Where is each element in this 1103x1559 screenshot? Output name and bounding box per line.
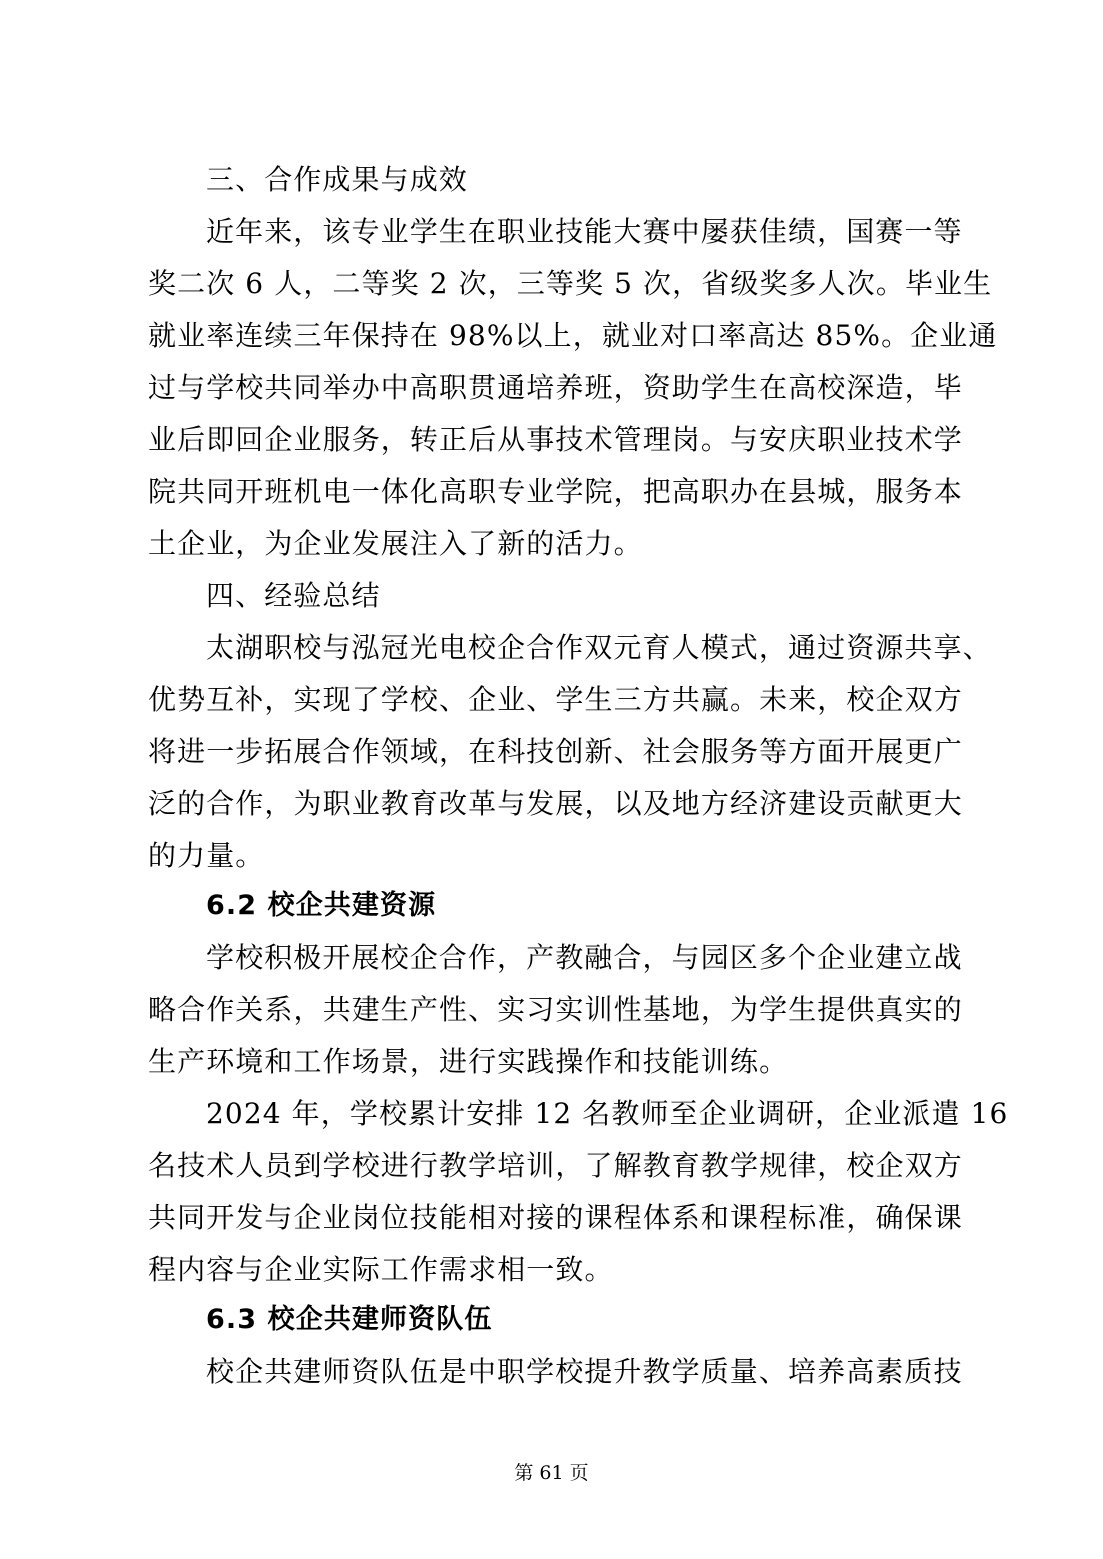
paragraph-line: 太湖职校与泓冠光电校企合作双元育人模式，通过资源共享、 xyxy=(206,631,992,664)
paragraph-line: 院共同开班机电一体化高职专业学院，把高职办在县城，服务本 xyxy=(148,475,963,508)
paragraph-line: 土企业，为企业发展注入了新的活力。 xyxy=(148,527,643,560)
paragraph-line: 过与学校共同举办中高职贯通培养班，资助学生在高校深造，毕 xyxy=(148,371,963,404)
subsection-heading-6-3: 6.3 校企共建师资队伍 xyxy=(206,1304,493,1335)
paragraph-line: 业后即回企业服务，转正后从事技术管理岗。与安庆职业技术学 xyxy=(148,423,963,456)
paragraph-line: 名技术人员到学校进行教学培训，了解教育教学规律，校企双方 xyxy=(148,1149,963,1182)
paragraph-line: 的力量。 xyxy=(148,839,265,872)
section-heading-cooperation-results: 三、合作成果与成效 xyxy=(206,163,468,196)
paragraph-line: 奖二次 6 人，二等奖 2 次，三等奖 5 次，省级奖多人次。毕业生 xyxy=(148,267,993,300)
page-number: 第 61 页 xyxy=(514,1462,589,1484)
paragraph-line: 泛的合作，为职业教育改革与发展，以及地方经济建设贡献更大 xyxy=(148,787,963,820)
paragraph-line: 程内容与企业实际工作需求相一致。 xyxy=(148,1253,614,1286)
section-heading-experience-summary: 四、经验总结 xyxy=(206,579,381,612)
paragraph-line: 就业率连续三年保持在 98%以上，就业对口率高达 85%。企业通 xyxy=(148,319,998,352)
paragraph-line: 2024 年，学校累计安排 12 名教师至企业调研，企业派遣 16 xyxy=(206,1097,1009,1130)
paragraph-line: 学校积极开展校企合作，产教融合，与园区多个企业建立战 xyxy=(206,941,963,974)
paragraph-line: 略合作关系，共建生产性、实习实训性基地，为学生提供真实的 xyxy=(148,993,963,1026)
subsection-heading-6-2: 6.2 校企共建资源 xyxy=(206,890,437,921)
paragraph-line: 将进一步拓展合作领域，在科技创新、社会服务等方面开展更广 xyxy=(148,735,963,768)
paragraph-line: 校企共建师资队伍是中职学校提升教学质量、培养高素质技 xyxy=(206,1355,963,1388)
paragraph-line: 近年来，该专业学生在职业技能大赛中屡获佳绩，国赛一等 xyxy=(206,215,963,248)
paragraph-line: 共同开发与企业岗位技能相对接的课程体系和课程标准，确保课 xyxy=(148,1201,963,1234)
paragraph-line: 生产环境和工作场景，进行实践操作和技能训练。 xyxy=(148,1045,789,1078)
paragraph-line: 优势互补，实现了学校、企业、学生三方共赢。未来，校企双方 xyxy=(148,683,963,716)
